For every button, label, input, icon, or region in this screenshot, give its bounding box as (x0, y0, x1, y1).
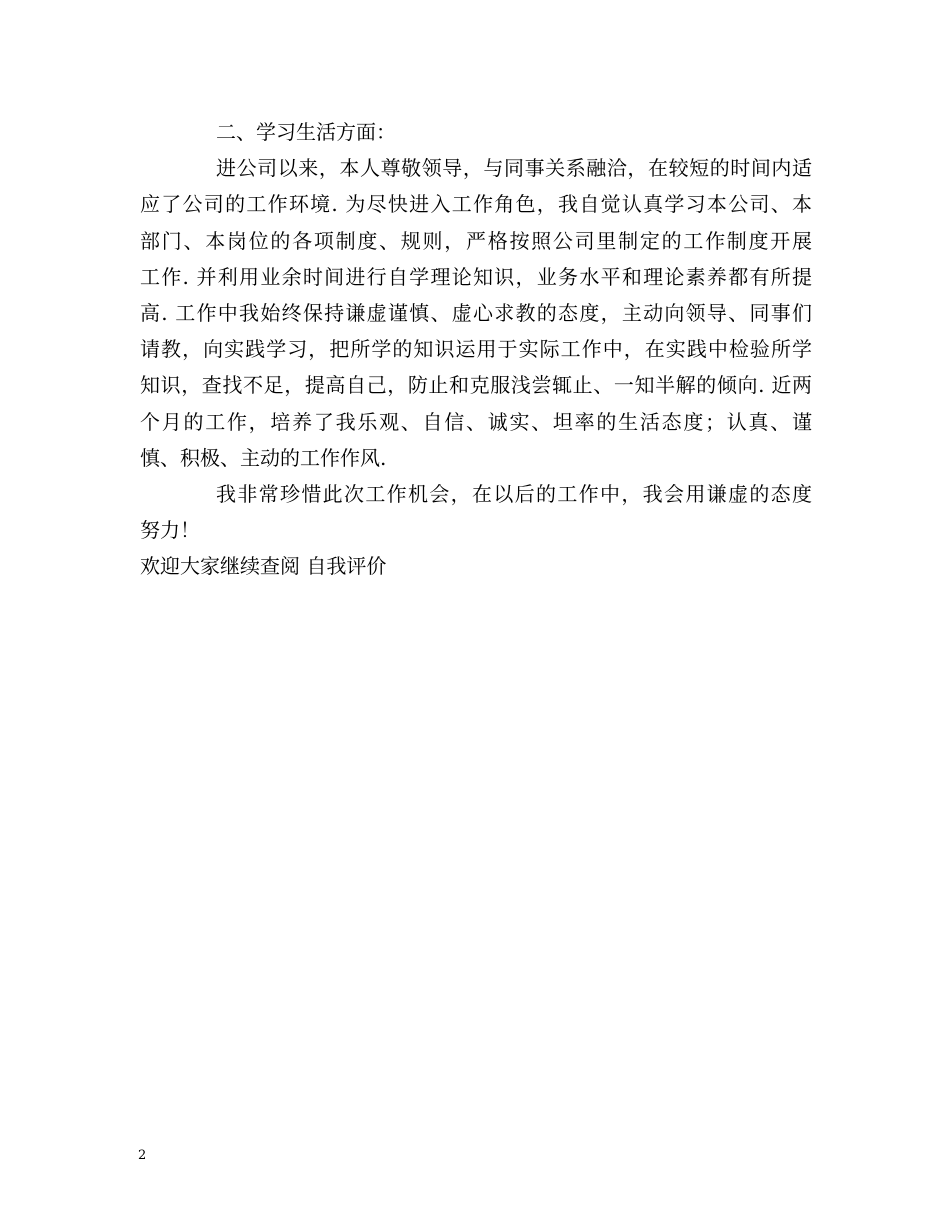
paragraph-line: 部门、本岗位的各项制度、规则，严格按照公司里制定的工作制度开展 (140, 228, 812, 253)
paragraph-line: 知识，查找不足，提高自己，防止和克服浅尝辄止、一知半解的倾向. 近两 (140, 373, 812, 398)
section-heading: 二、学习生活方面： (216, 120, 396, 144)
footer-link-text: 欢迎大家继续查阅 自我评价 (140, 554, 387, 579)
paragraph-line: 慎、积极、主动的工作作风. (140, 445, 387, 470)
page-number: 2 (138, 1148, 147, 1163)
paragraph-line: 努力！ (140, 518, 200, 543)
paragraph-line: 工作. 并利用业余时间进行自学理论知识，业务水平和理论素养都有所提 (140, 264, 812, 289)
paragraph-line: 应了公司的工作环境. 为尽快进入工作角色，我自觉认真学习本公司、本 (140, 192, 812, 217)
paragraph-line: 个月的工作，培养了我乐观、自信、诚实、坦率的生活态度；认真、谨 (140, 409, 812, 434)
paragraph-2 (140, 476, 812, 548)
paragraph-1 (140, 150, 812, 476)
paragraph-line: 我非常珍惜此次工作机会，在以后的工作中，我会用谦虚的态度 (216, 481, 812, 506)
paragraph-line: 请教，向实践学习，把所学的知识运用于实际工作中，在实践中检验所学 (140, 337, 812, 362)
paragraph-line: 高. 工作中我始终保持谦虚谨慎、虚心求教的态度，主动向领导、同事们 (140, 300, 812, 325)
document-body (140, 114, 812, 584)
paragraph-line: 进公司以来，本人尊敬领导，与同事关系融洽，在较短的时间内适 (216, 156, 812, 181)
